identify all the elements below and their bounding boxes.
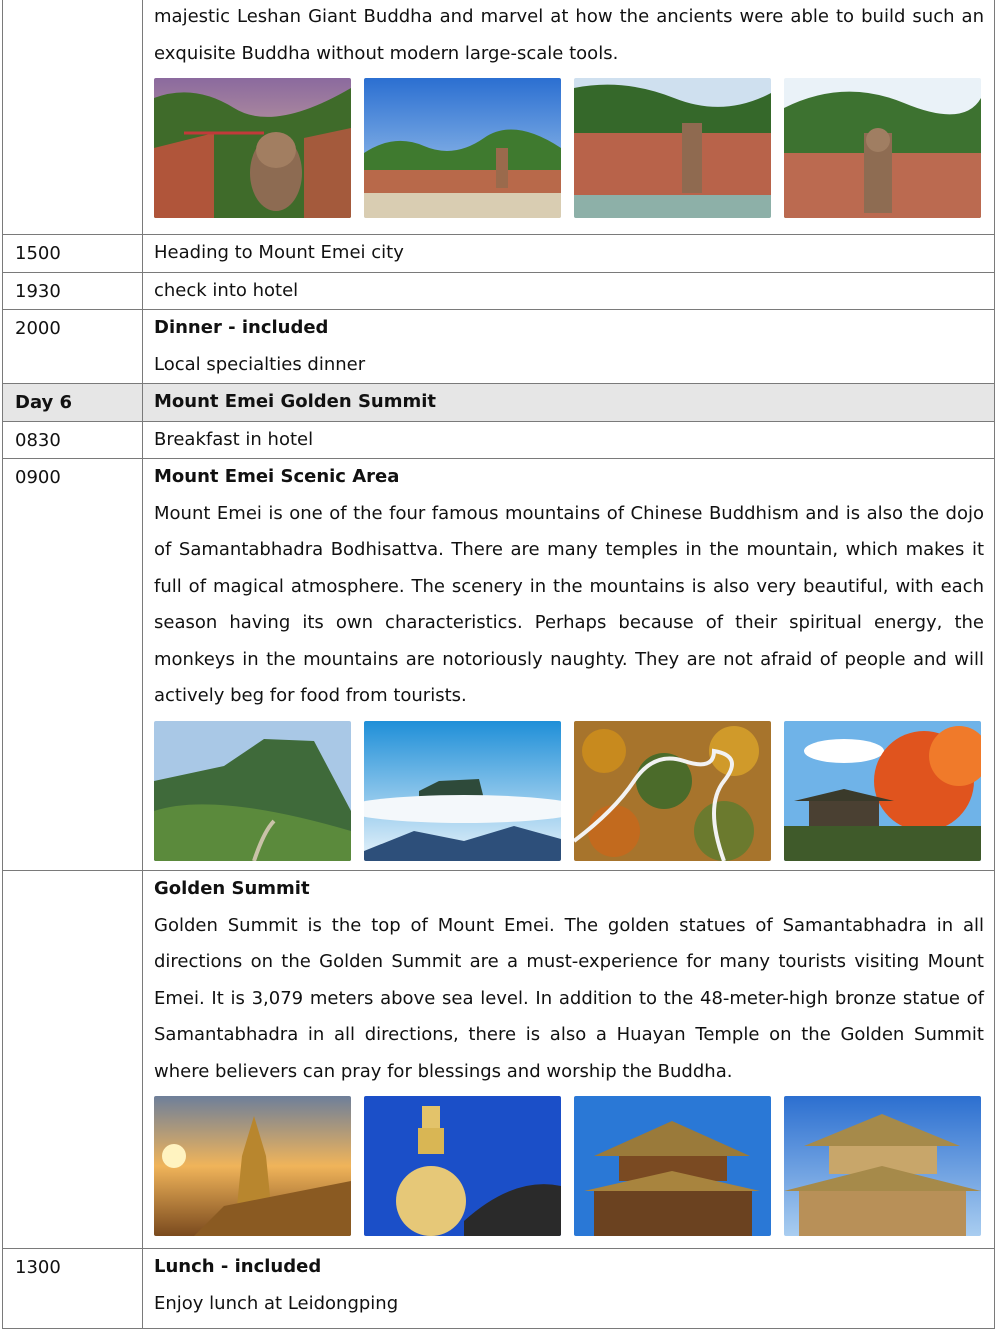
description-cell — [143, 459, 995, 871]
description-cell — [143, 421, 995, 459]
table-row — [3, 1249, 995, 1329]
table-row — [3, 421, 995, 459]
leshan-buddha-close-photo — [154, 78, 351, 218]
row-title: Golden Summit — [154, 878, 310, 899]
table-row — [3, 235, 995, 273]
day-title: Mount Emei Golden Summit — [154, 391, 437, 412]
row-title: Lunch - included — [154, 1256, 322, 1277]
table-row — [3, 871, 995, 1249]
leshan-buddha-front-photo — [784, 78, 981, 218]
row-body: Local specialties dinner — [154, 353, 366, 375]
emei-peak-photo — [154, 721, 351, 861]
row-body: Golden Summit is the top of Mount Emei. The golden statues of Samantabhadra in all directions on the Golden Summit are a must-experience for many tourists visiting Mount Emei. It is 3,079 meters above sea level. In addition to the 48-meter-high bronze statue of Samantabhadra in all directions, there is also a Huayan Temple on the Golden Summit where believers can pray for blessings and worship the Buddha. — [154, 914, 984, 1082]
samantabhadra-statue-photo — [364, 1096, 561, 1236]
golden-summit-photo-strip — [154, 1090, 984, 1245]
itinerary-table — [2, 0, 995, 1329]
time-cell: 0830 — [3, 421, 143, 459]
time-cell: 1300 — [3, 1249, 143, 1329]
row-body: Mount Emei is one of the four famous mountains of Chinese Buddhism and is also the dojo of Samantabhadra Bodhisattva. There are many temples in the mountain, which makes it full of magical atmosphere. The scenery in the mountains is also very beautiful, with each season having its own characteristics. Perhaps because of their spiritual energy, the monkeys in the mountains are notoriously naughty. They are not afraid of people and will actively beg for food from tourists. — [154, 502, 984, 706]
row-title: Dinner - included — [154, 317, 329, 338]
table-row — [3, 0, 995, 235]
description-cell — [143, 235, 995, 273]
time-cell — [3, 0, 143, 235]
leshan-cliff-photo — [574, 78, 771, 218]
row-body: Enjoy lunch at Leidongping — [154, 1292, 399, 1314]
time-cell: 1930 — [3, 272, 143, 310]
leshan-river-view-photo — [364, 78, 561, 218]
golden-summit-sunset-photo — [154, 1096, 351, 1236]
table-row — [3, 459, 995, 871]
description-cell — [143, 0, 995, 235]
description-cell — [143, 384, 995, 422]
time-cell: 0900 — [3, 459, 143, 871]
day-header-row — [3, 384, 995, 422]
time-cell: 1500 — [3, 235, 143, 273]
row-title: Mount Emei Scenic Area — [154, 466, 400, 487]
row-title: check into hotel — [154, 279, 299, 301]
day-label: Day 6 — [3, 384, 143, 422]
row-title: Breakfast in hotel — [154, 428, 314, 450]
time-cell: 2000 — [3, 310, 143, 384]
description-cell — [143, 871, 995, 1249]
table-row — [3, 272, 995, 310]
row-title: Heading to Mount Emei city — [154, 242, 404, 263]
golden-summit-hall-photo — [784, 1096, 981, 1236]
emei-autumn-road-photo — [574, 721, 771, 861]
description-cell — [143, 272, 995, 310]
description-cell — [143, 310, 995, 384]
emei-red-leaves-temple-photo — [784, 721, 981, 861]
leshan-description: majestic Leshan Giant Buddha and marvel at how the ancients were able to build such an exquisite Buddha without modern large-scale tools. — [154, 6, 984, 64]
huayan-temple-photo — [574, 1096, 771, 1236]
table-row — [3, 310, 995, 384]
leshan-photo-strip — [154, 72, 984, 227]
time-cell — [3, 871, 143, 1249]
emei-photo-strip — [154, 715, 984, 870]
description-cell — [143, 1249, 995, 1329]
emei-sea-of-clouds-photo — [364, 721, 561, 861]
